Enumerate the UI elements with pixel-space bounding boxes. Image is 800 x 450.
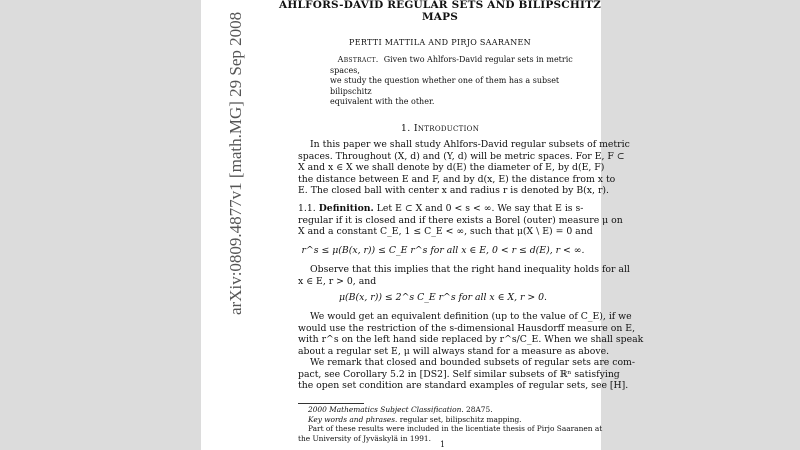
equivalent-line: with r^s on the left hand side replaced by r^s/C_E. When we shall speak xyxy=(298,334,644,346)
intro-line: In this paper we shall study Ahlfors-David regular subsets of metric xyxy=(310,139,630,150)
thesis-note-line-1: Part of these results were included in the licentiate thesis of Pirjo Saaranen at xyxy=(308,424,603,433)
equivalent-line: We would get an equivalent definition (up to the value of C_E), if we xyxy=(310,311,632,322)
equivalent-line: about a regular set E, μ will always stand for a measure as above. xyxy=(298,345,610,357)
intro-line: E. The closed ball with center x and radius r is denoted by B(x, r). xyxy=(298,185,609,197)
footnotes xyxy=(298,405,603,443)
paper-authors: PERTTI MATTILA AND PIRJO SAARANEN xyxy=(349,38,531,47)
footnote-rule xyxy=(298,403,364,404)
definition-paragraph xyxy=(298,203,623,238)
intro-line: X and x ∈ X we shall denote by d(E) the diameter of E, by d(E, F) xyxy=(298,162,605,174)
page-number: 1 xyxy=(440,440,446,449)
remark-paragraph xyxy=(298,357,636,392)
intro-line: spaces. Throughout (X, d) and (Y, d) will be metric spaces. For E, F ⊂ xyxy=(298,150,625,162)
intro-paragraph xyxy=(298,139,630,197)
definition-line-1: Let E ⊂ X and 0 < s < ∞. We say that E is s- xyxy=(376,203,584,214)
equivalent-line: would use the restriction of the s-dimensional Hausdorff measure on E, xyxy=(298,322,636,334)
section-heading: 1. Introduction xyxy=(400,123,480,134)
keywords-value: regular set, bilipschitz mapping. xyxy=(399,414,522,424)
intro-line: the distance between E and F, and by d(x, E) the distance from x to xyxy=(298,173,616,185)
title-line-1: AHLFORS-DAVID REGULAR SETS AND BILIPSCHITZ xyxy=(279,0,601,11)
msc-label: 2000 Mathematics Subject Classification. xyxy=(308,405,464,414)
observe-line: x ∈ E, r > 0, and xyxy=(298,275,377,287)
definition-heading: Definition. xyxy=(318,203,374,214)
definition-line-3: X and a constant C_E, 1 ≤ C_E < ∞, such that μ(X \ E) = 0 and xyxy=(298,226,593,238)
equation-regularity: r^s ≤ μ(B(x, r)) ≤ C_E r^s for all x ∈ E, 0 < r ≤ d(E), r < ∞. xyxy=(301,245,585,256)
abstract xyxy=(330,55,585,108)
remark-line: the open set condition are standard examples of regular sets, see [H]. xyxy=(298,380,629,392)
abstract-line-2: we study the question whether one of them has a subset bilipschitz xyxy=(330,76,560,96)
observe-paragraph xyxy=(298,264,630,287)
abstract-line-3: equivalent with the other. xyxy=(330,97,435,106)
arxiv-sidebar xyxy=(206,0,246,330)
definition-line-2: regular if it is closed and if there exists a Borel (outer) measure μ on xyxy=(298,214,623,226)
equivalent-paragraph xyxy=(298,311,644,357)
observe-line: Observe that this implies that the right hand inequality holds for all xyxy=(310,264,630,275)
title-line-2: MAPS xyxy=(421,11,459,23)
paper-title xyxy=(255,0,625,23)
thesis-note-line-2: the University of Jyväskylä in 1991. xyxy=(298,433,431,443)
abstract-label: Abstract. xyxy=(337,55,379,64)
msc-value: 28A75. xyxy=(466,405,493,414)
definition-number: 1.1. xyxy=(298,203,316,214)
equation-upper-bound: μ(B(x, r)) ≤ 2^s C_E r^s for all x ∈ X, r > 0. xyxy=(338,292,548,303)
keywords-label: Key words and phrases. xyxy=(308,414,398,424)
remark-line: pact, see Corollary 5.2 in [DS2]. Self similar subsets of ℝⁿ satisfying xyxy=(298,368,620,380)
remark-line: We remark that closed and bounded subsets of regular sets are com- xyxy=(310,357,636,368)
arxiv-identifier: arXiv:0809.4877v1 [math.MG] 29 Sep 2008 xyxy=(226,11,245,315)
abstract-line-1: Given two Ahlfors-David regular sets in metric spaces, xyxy=(330,55,573,75)
